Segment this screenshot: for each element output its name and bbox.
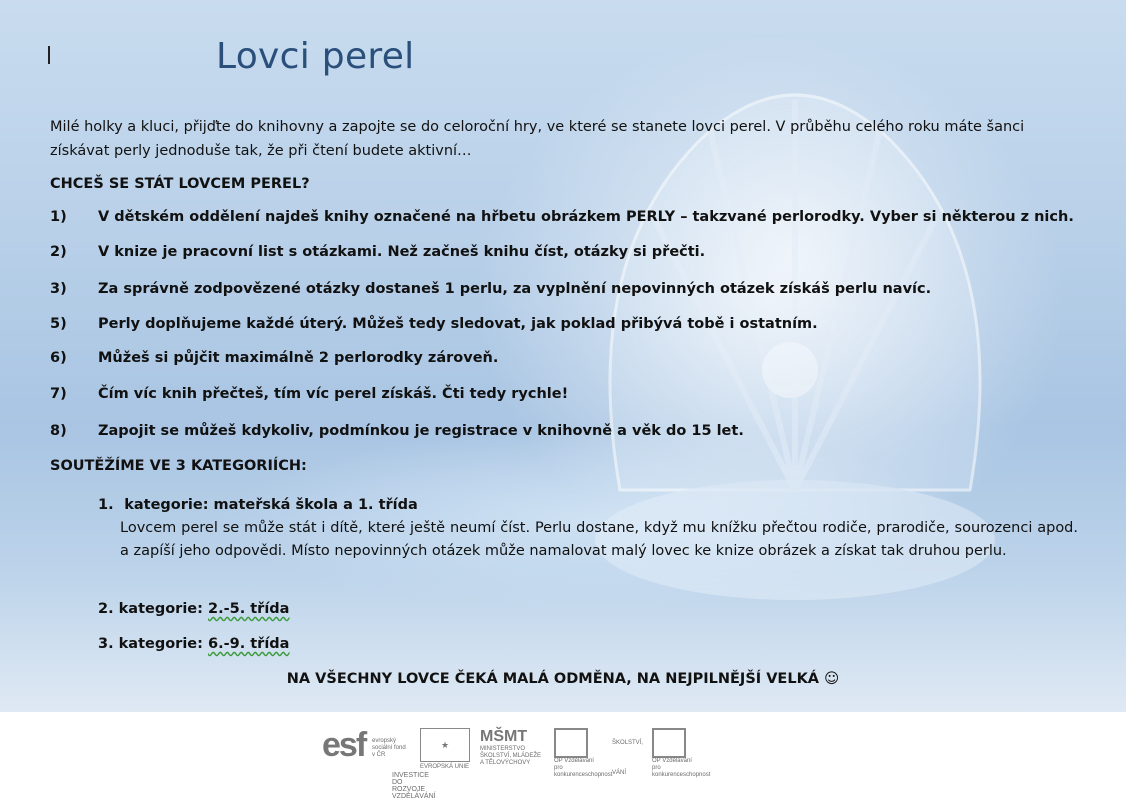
rule-number: 8) [50, 423, 67, 439]
esf-logo-text: evropský sociální fond v ČR [372, 738, 406, 758]
category-1-description: Lovcem perel se může stát i dítě, které ještě neumí číst. Perlu dostane, když mu knížku přečtou rodiče, prarodiče, sourozenci apod. a zapíší jeho odpovědi. Místo nepovinných otázek může namalovat malý lovec ke knize obrázek a získat tak druhou perlu. [120, 520, 1078, 559]
rule-number: 1) [50, 209, 67, 225]
category-2-prefix: 2. kategorie: [98, 601, 208, 617]
rules-heading: CHCEŠ SE STÁT LOVCEM PEREL? [50, 176, 310, 192]
text-cursor [48, 46, 50, 64]
rule-item [50, 423, 744, 439]
rule-number: 3) [50, 281, 67, 297]
partial-logo-text-1: ŠKOLSTVÍ, [612, 740, 644, 746]
rule-number: 5) [50, 316, 67, 332]
category-3-grades: 6.-9. třída [207, 636, 290, 652]
rule-number: 6) [50, 350, 67, 366]
rule-item [50, 209, 1074, 225]
rule-item [50, 244, 705, 260]
op-logo: OP Vzdělávání pro konkurenceschopnost [554, 728, 600, 779]
op-logo-2: OP Vzdělávání pro konkurenceschopnost [652, 728, 698, 779]
rule-text: Zapojit se můžeš kdykoliv, podmínkou je registrace v knihovně a věk do 15 let. [98, 423, 744, 439]
esf-logo: esf [322, 726, 366, 764]
rule-text: V knize je pracovní list s otázkami. Než začneš knihu číst, otázky si přečti. [98, 244, 706, 260]
rule-item [50, 350, 498, 366]
rule-text: V dětském oddělení najdeš knihy označené na hřbetu obrázkem PERLY – takzvané perlorodky. Vyber si některou z nich. [98, 209, 1074, 225]
msmt-logo: MŠMT MINISTERSTVO ŠKOLSTVÍ, MLÁDEŽE A TĚLOVÝCHOVY [480, 728, 542, 766]
eu-flag-logo: ★ EVROPSKÁ UNIE [420, 728, 470, 771]
categories-heading: SOUTĚŽÍME VE 3 KATEGORIÍCH: [50, 458, 307, 474]
footer-logos [0, 712, 1126, 800]
rule-item [50, 281, 931, 297]
page-title: Lovci perel [216, 36, 415, 77]
category-1 [98, 494, 1078, 563]
rule-number: 2) [50, 244, 67, 260]
category-1-title: kategorie: mateřská škola a 1. třída [124, 497, 418, 513]
category-2 [98, 601, 289, 617]
category-1-number: 1. [98, 497, 114, 513]
rule-text: Čím víc knih přečteš, tím víc perel získáš. Čti tedy rychle! [98, 386, 569, 402]
category-2-grades: 2.-5. třída [207, 601, 290, 617]
rule-item [50, 386, 568, 402]
category-3 [98, 636, 289, 652]
rule-text: Můžeš si půjčit maximálně 2 perlorodky zároveň. [98, 350, 499, 366]
rule-item [50, 316, 818, 332]
intro-paragraph: Milé holky a kluci, přijďte do knihovny a zapojte se do celoroční hry, ve které se stanete lovci perel. V průběhu celého roku máte šanci získávat perly jednoduše tak, že při čtení budete aktivní… [50, 119, 1025, 159]
category-3-prefix: 3. kategorie: [98, 636, 208, 652]
partial-logo-text-2: VÁNÍ [612, 770, 627, 776]
investice-text: INVESTICE DO ROZVOJE VZDĚLÁVÁNÍ [392, 772, 436, 800]
rule-number: 7) [50, 386, 67, 402]
rule-text: Za správně zodpovězené otázky dostaneš 1 perlu, za vyplnění nepovinných otázek získáš perlu navíc. [98, 281, 932, 297]
rule-text: Perly doplňujeme každé úterý. Můžeš tedy sledovat, jak poklad přibývá tobě i ostatním. [98, 316, 818, 332]
final-note: NA VŠECHNY LOVCE ČEKÁ MALÁ ODMĚNA, NA NEJPILNĚJŠÍ VELKÁ ☺ [286, 671, 840, 687]
